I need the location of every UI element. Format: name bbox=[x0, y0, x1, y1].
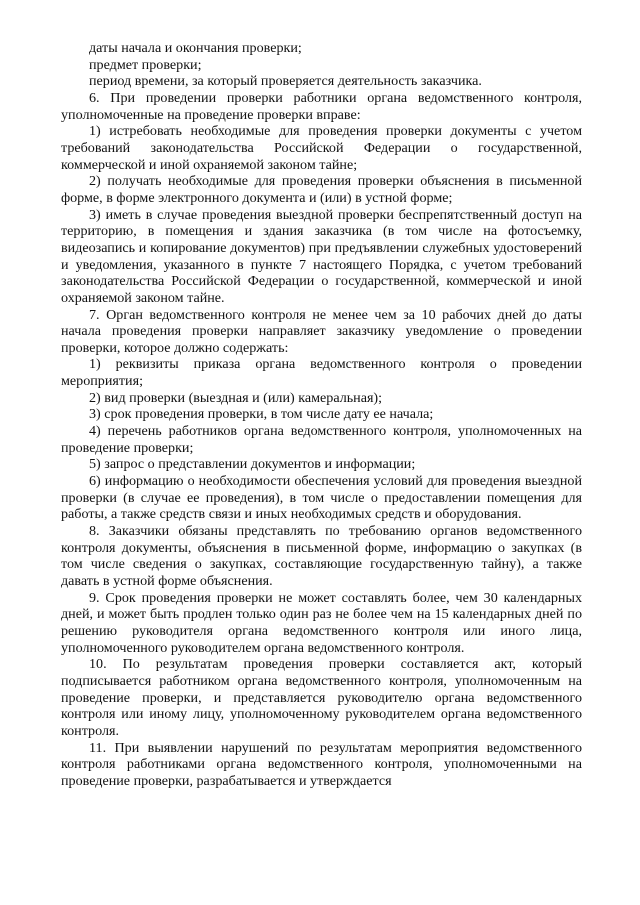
paragraph-clause-7: 7. Орган ведомственного контроля не менее чем за 10 рабочих дней до даты начала проведения проверки направляет заказчику уведомление о проведении проверки, которое должно содержать: bbox=[61, 306, 582, 356]
paragraph-clause-7-item-3: 3) срок проведения проверки, в том числе дату ее начала; bbox=[89, 406, 434, 423]
paragraph-clause-7-item-6: 6) информацию о необходимости обеспечения условий для проведения выездной проверки (в случае ее проведения), в том числе о предоставлении помещения для работы, а также средств связи и иных необходимых средств и оборудования. bbox=[61, 473, 582, 523]
paragraph-clause-6-item-3: 3) иметь в случае проведения выездной проверки беспрепятственный доступ на территорию, в помещения и здания заказчика (в том числе на фотосъемку, видеозапись и копирование документов) при предъявлении служебных удостоверений и уведомления, указанного в пункте 7 настоящего Порядка, с учетом требований законодательства Российской Федерации о государственной, коммерческой и иной охраняемой законом тайне. bbox=[61, 206, 582, 306]
paragraph-clause-11: 11. При выявлении нарушений по результатам мероприятия ведомственного контроля работниками органа ведомственного контроля, уполномоченными на проведение проверки, разрабатывается и утверждается bbox=[61, 739, 582, 789]
paragraph-clause-7-item-2: 2) вид проверки (выездная и (или) камеральная); bbox=[89, 389, 383, 406]
paragraph-clause-10: 10. По результатам проведения проверки составляется акт, который подписывается работником органа ведомственного контроля, уполномоченным на проведение проверки, и представляется руководителю органа ведомственного контроля или иному лицу, уполномоченному руководителем органа ведомственного контроля. bbox=[61, 656, 582, 739]
paragraph-clause-6-item-2: 2) получать необходимые для проведения проверки объяснения в письменной форме, в форме электронного документа и (или) в устной форме; bbox=[61, 173, 582, 206]
paragraph-clause-9: 9. Срок проведения проверки не может составлять более, чем 30 календарных дней, и может быть продлен только один раз не более чем на 15 календарных дней по решению руководителя органа ведомственного контроля или иного лица, уполномоченного руководителем органа ведомственного контроля. bbox=[61, 589, 582, 656]
paragraph-inspection-subject: предмет проверки; bbox=[89, 56, 202, 73]
paragraph-inspection-dates: даты начала и окончания проверки; bbox=[89, 40, 302, 56]
paragraph-clause-6-item-1: 1) истребовать необходимые для проведения проверки документы с учетом требований законодательства Российской Федерации о государственной, коммерческой и иной охраняемой законом тайне; bbox=[61, 123, 582, 173]
paragraph-clause-7-item-4: 4) перечень работников органа ведомственного контроля, уполномоченных на проведение проверки; bbox=[61, 423, 582, 456]
paragraph-clause-7-item-5: 5) запрос о представлении документов и информации; bbox=[89, 456, 416, 473]
paragraph-clause-6: 6. При проведении проверки работники органа ведомственного контроля, уполномоченные на проведение проверки вправе: bbox=[61, 89, 582, 123]
paragraph-clause-7-item-1: 1) реквизиты приказа органа ведомственного контроля о проведении мероприятия; bbox=[61, 356, 582, 390]
paragraph-inspection-period: период времени, за который проверяется деятельность заказчика. bbox=[89, 73, 482, 90]
paragraph-clause-8: 8. Заказчики обязаны представлять по требованию органов ведомственного контроля документы, объяснения в письменной форме, информацию о закупках (в том числе сведения о закупках, составляющие государственную тайну), а также давать в устной форме объяснения. bbox=[61, 523, 582, 589]
